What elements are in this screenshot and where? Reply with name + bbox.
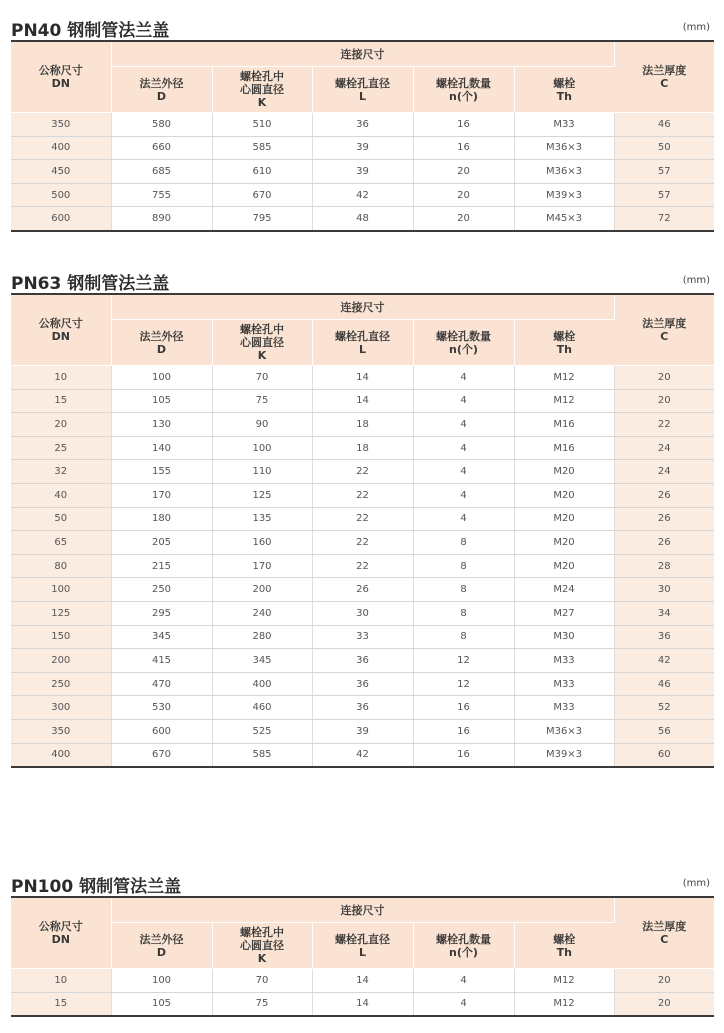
cell-n: 12 [413,672,514,696]
cell-c: 20 [614,389,714,413]
cell-l: 33 [312,625,413,649]
header-l: 螺栓孔直径 L [312,67,413,113]
cell-l: 48 [312,207,413,231]
table-row [11,672,714,696]
cell-d: 105 [111,992,212,1016]
cell-th: M36×3 [514,136,614,160]
cell-l: 30 [312,601,413,625]
header-c: 法兰厚度 C [614,294,714,366]
cell-k: 585 [212,743,312,767]
cell-d: 100 [111,969,212,993]
cell-d: 180 [111,507,212,531]
cell-th: M20 [514,507,614,531]
cell-d: 100 [111,366,212,390]
flange-cover-table [11,896,714,1017]
cell-n: 4 [413,413,514,437]
header-dn: 公称尺寸 DN [11,897,111,969]
cell-n: 16 [413,719,514,743]
cell-th: M24 [514,578,614,602]
cell-n: 20 [413,160,514,184]
cell-k: 75 [212,389,312,413]
cell-d: 215 [111,554,212,578]
cell-c: 24 [614,436,714,460]
header-connection-dimensions: 连接尺寸 [111,41,614,67]
cell-k: 240 [212,601,312,625]
cell-k: 345 [212,649,312,673]
cell-k: 200 [212,578,312,602]
cell-l: 36 [312,113,413,137]
cell-l: 22 [312,460,413,484]
cell-k: 75 [212,992,312,1016]
cell-k: 460 [212,696,312,720]
table-row [11,436,714,460]
cell-k: 160 [212,531,312,555]
cell-c: 46 [614,672,714,696]
cell-d: 530 [111,696,212,720]
cell-d: 755 [111,183,212,207]
cell-th: M30 [514,625,614,649]
table-row [11,601,714,625]
cell-d: 890 [111,207,212,231]
cell-dn: 32 [11,460,111,484]
header-n: 螺栓孔数量 n(个) [413,320,514,366]
header-d: 法兰外径 D [111,67,212,113]
cell-d: 250 [111,578,212,602]
cell-c: 57 [614,160,714,184]
cell-dn: 400 [11,136,111,160]
table-row [11,460,714,484]
cell-l: 39 [312,136,413,160]
cell-k: 610 [212,160,312,184]
cell-dn: 20 [11,413,111,437]
header-c: 法兰厚度 C [614,41,714,113]
unit-label: (mm) [682,275,710,286]
cell-dn: 125 [11,601,111,625]
cell-l: 22 [312,507,413,531]
cell-dn: 100 [11,578,111,602]
cell-d: 685 [111,160,212,184]
cell-k: 70 [212,969,312,993]
cell-c: 30 [614,578,714,602]
header-th: 螺栓 Th [514,320,614,366]
cell-n: 4 [413,366,514,390]
cell-d: 130 [111,413,212,437]
cell-l: 36 [312,696,413,720]
cell-k: 280 [212,625,312,649]
table-row [11,969,714,993]
cell-c: 26 [614,531,714,555]
cell-d: 155 [111,460,212,484]
cell-d: 670 [111,743,212,767]
cell-th: M33 [514,672,614,696]
cell-l: 42 [312,743,413,767]
table-row [11,207,714,231]
cell-th: M33 [514,649,614,673]
cell-n: 4 [413,992,514,1016]
cell-dn: 400 [11,743,111,767]
header-connection-dimensions: 连接尺寸 [111,897,614,923]
cell-d: 140 [111,436,212,460]
cell-n: 4 [413,389,514,413]
cell-l: 22 [312,483,413,507]
cell-n: 8 [413,625,514,649]
cell-n: 4 [413,507,514,531]
section-0 [11,16,714,232]
table-row [11,160,714,184]
cell-n: 8 [413,531,514,555]
cell-c: 22 [614,413,714,437]
cell-n: 16 [413,136,514,160]
header-th: 螺栓 Th [514,67,614,113]
cell-l: 18 [312,436,413,460]
cell-dn: 50 [11,507,111,531]
cell-d: 345 [111,625,212,649]
cell-n: 4 [413,460,514,484]
cell-c: 52 [614,696,714,720]
cell-n: 4 [413,483,514,507]
table-row [11,992,714,1016]
cell-k: 100 [212,436,312,460]
cell-dn: 500 [11,183,111,207]
cell-th: M20 [514,531,614,555]
cell-dn: 15 [11,389,111,413]
cell-dn: 350 [11,719,111,743]
header-dn: 公称尺寸 DN [11,294,111,366]
cell-l: 39 [312,160,413,184]
table-row [11,743,714,767]
table-row [11,183,714,207]
cell-d: 415 [111,649,212,673]
cell-d: 600 [111,719,212,743]
header-l: 螺栓孔直径 L [312,923,413,969]
cell-c: 26 [614,507,714,531]
cell-th: M39×3 [514,183,614,207]
cell-c: 36 [614,625,714,649]
cell-l: 14 [312,389,413,413]
table-row [11,113,714,137]
cell-k: 135 [212,507,312,531]
cell-dn: 350 [11,113,111,137]
cell-dn: 40 [11,483,111,507]
cell-c: 34 [614,601,714,625]
cell-dn: 80 [11,554,111,578]
cell-dn: 450 [11,160,111,184]
cell-c: 24 [614,460,714,484]
cell-dn: 600 [11,207,111,231]
cell-n: 12 [413,649,514,673]
cell-k: 125 [212,483,312,507]
header-k: 螺栓孔中 心圆直径 K [212,67,312,113]
cell-dn: 150 [11,625,111,649]
header-k: 螺栓孔中 心圆直径 K [212,320,312,366]
cell-n: 20 [413,183,514,207]
cell-l: 22 [312,531,413,555]
cell-d: 470 [111,672,212,696]
section-title: PN63 钢制管法兰盖 [11,274,170,294]
header-d: 法兰外径 D [111,923,212,969]
cell-k: 795 [212,207,312,231]
cell-l: 18 [312,413,413,437]
cell-n: 8 [413,601,514,625]
cell-n: 16 [413,113,514,137]
cell-c: 42 [614,649,714,673]
table-row [11,531,714,555]
cell-dn: 200 [11,649,111,673]
table-row [11,389,714,413]
cell-n: 4 [413,969,514,993]
header-k: 螺栓孔中 心圆直径 K [212,923,312,969]
table-row [11,413,714,437]
cell-th: M33 [514,696,614,720]
cell-th: M27 [514,601,614,625]
table-row [11,366,714,390]
flange-cover-table [11,293,714,768]
cell-d: 170 [111,483,212,507]
cell-c: 50 [614,136,714,160]
cell-th: M16 [514,413,614,437]
cell-l: 14 [312,992,413,1016]
header-n: 螺栓孔数量 n(个) [413,67,514,113]
cell-th: M39×3 [514,743,614,767]
flange-cover-table [11,40,714,232]
cell-th: M36×3 [514,719,614,743]
cell-l: 36 [312,649,413,673]
cell-k: 670 [212,183,312,207]
table-row [11,136,714,160]
cell-n: 8 [413,554,514,578]
cell-c: 56 [614,719,714,743]
cell-th: M16 [514,436,614,460]
cell-th: M12 [514,366,614,390]
cell-l: 22 [312,554,413,578]
cell-n: 20 [413,207,514,231]
header-c: 法兰厚度 C [614,897,714,969]
cell-l: 36 [312,672,413,696]
table-row [11,649,714,673]
cell-th: M12 [514,389,614,413]
cell-d: 660 [111,136,212,160]
cell-l: 14 [312,969,413,993]
cell-d: 295 [111,601,212,625]
cell-c: 20 [614,992,714,1016]
cell-k: 585 [212,136,312,160]
section-title: PN40 钢制管法兰盖 [11,21,170,41]
cell-d: 205 [111,531,212,555]
header-connection-dimensions: 连接尺寸 [111,294,614,320]
section-1 [11,269,714,768]
cell-dn: 25 [11,436,111,460]
cell-n: 4 [413,436,514,460]
table-row [11,554,714,578]
cell-th: M12 [514,969,614,993]
cell-dn: 65 [11,531,111,555]
cell-th: M12 [514,992,614,1016]
cell-k: 525 [212,719,312,743]
header-l: 螺栓孔直径 L [312,320,413,366]
header-n: 螺栓孔数量 n(个) [413,923,514,969]
cell-l: 39 [312,719,413,743]
cell-l: 26 [312,578,413,602]
cell-d: 580 [111,113,212,137]
cell-k: 70 [212,366,312,390]
cell-n: 16 [413,743,514,767]
table-row [11,696,714,720]
cell-th: M36×3 [514,160,614,184]
cell-dn: 250 [11,672,111,696]
table-row [11,483,714,507]
table-row [11,625,714,649]
cell-k: 90 [212,413,312,437]
cell-c: 57 [614,183,714,207]
cell-c: 20 [614,366,714,390]
table-row [11,719,714,743]
cell-k: 510 [212,113,312,137]
section-2 [11,872,714,1017]
cell-d: 105 [111,389,212,413]
header-th: 螺栓 Th [514,923,614,969]
cell-c: 60 [614,743,714,767]
table-row [11,578,714,602]
cell-c: 20 [614,969,714,993]
cell-dn: 300 [11,696,111,720]
cell-c: 46 [614,113,714,137]
unit-label: (mm) [682,878,710,889]
cell-l: 42 [312,183,413,207]
header-d: 法兰外径 D [111,320,212,366]
cell-c: 72 [614,207,714,231]
cell-dn: 10 [11,969,111,993]
cell-k: 170 [212,554,312,578]
cell-k: 400 [212,672,312,696]
cell-th: M20 [514,554,614,578]
cell-c: 26 [614,483,714,507]
cell-th: M20 [514,483,614,507]
cell-l: 14 [312,366,413,390]
cell-n: 8 [413,578,514,602]
cell-th: M20 [514,460,614,484]
cell-c: 28 [614,554,714,578]
cell-th: M33 [514,113,614,137]
table-row [11,507,714,531]
cell-n: 16 [413,696,514,720]
cell-dn: 10 [11,366,111,390]
cell-th: M45×3 [514,207,614,231]
unit-label: (mm) [682,22,710,33]
section-title: PN100 钢制管法兰盖 [11,877,182,897]
cell-dn: 15 [11,992,111,1016]
cell-k: 110 [212,460,312,484]
header-dn: 公称尺寸 DN [11,41,111,113]
